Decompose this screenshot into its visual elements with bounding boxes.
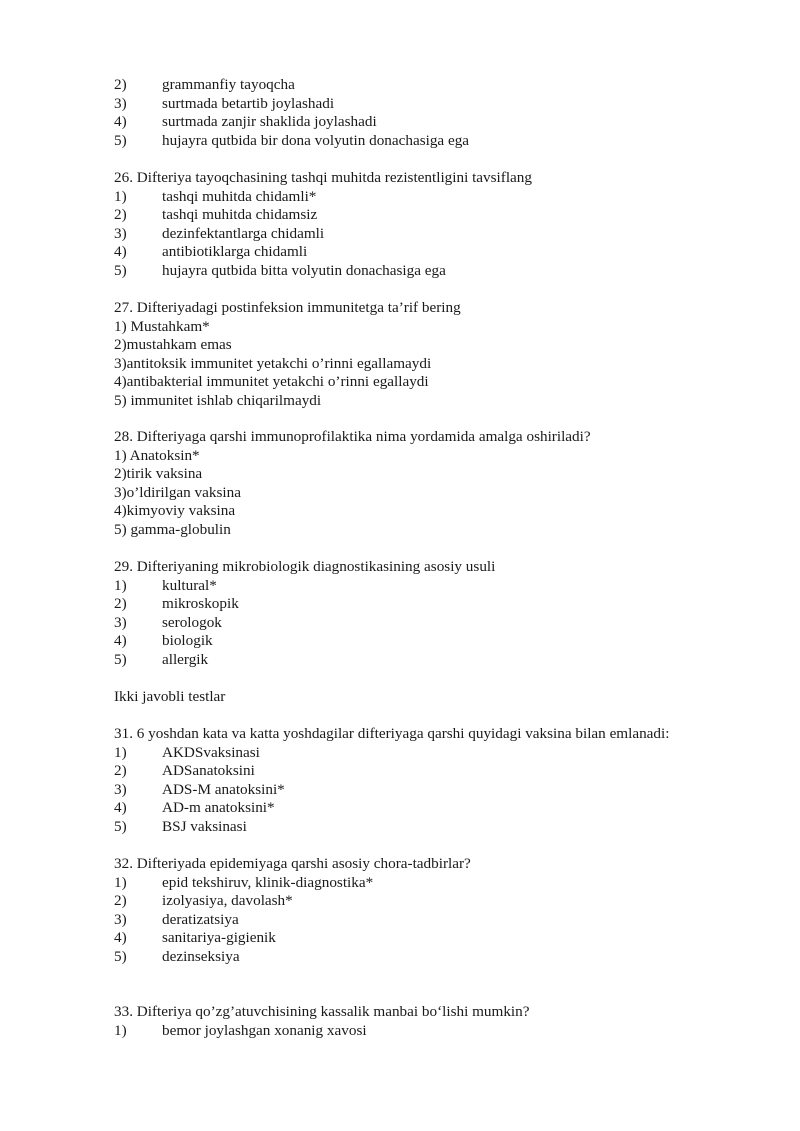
- answer-text: 3)antitoksik immunitet yetakchi o’rinni egallamaydi: [114, 354, 432, 372]
- option-row: [114, 262, 754, 281]
- option-text: izolyasiya, davolash*: [162, 892, 293, 910]
- option-number: 3): [114, 224, 127, 242]
- option-row: [114, 892, 754, 911]
- option-text: ADSanatoksini: [162, 762, 255, 780]
- option-row: [114, 206, 754, 225]
- question-text-row: [114, 169, 754, 188]
- question-27: [114, 299, 754, 411]
- option-text: surtmada zanjir shaklida joylashadi: [162, 113, 377, 131]
- option-text: hujayra qutbida bitta volyutin donachasiga ega: [162, 261, 446, 279]
- option-row: [114, 113, 754, 132]
- answer-text: 4)antibakterial immunitet yetakchi o’rinni egallaydi: [114, 373, 429, 391]
- option-text: antibiotiklarga chidamli: [162, 243, 308, 261]
- option-row: [114, 76, 754, 95]
- q25-options: [114, 76, 754, 150]
- answer-line: [114, 502, 754, 521]
- option-text: hujayra qutbida bir dona volyutin donachasiga ega: [162, 131, 470, 149]
- question-text: 26. Difteriya tayoqchasining tashqi muhitda rezistentligini tavsiflang: [114, 169, 532, 186]
- section-title: Ikki javobli testlar: [114, 688, 226, 705]
- option-row: [114, 818, 754, 837]
- option-number: 3): [114, 613, 127, 631]
- answer-line: [114, 318, 754, 337]
- option-number: 1): [114, 1021, 127, 1039]
- answer-line: [114, 484, 754, 503]
- section-heading: [114, 688, 754, 707]
- option-number: 5): [114, 947, 127, 965]
- question-text-row: [114, 558, 754, 577]
- answer-text: 3)o’ldirilgan vaksina: [114, 483, 241, 501]
- option-row: [114, 762, 754, 781]
- option-text: allergik: [162, 650, 209, 668]
- option-row: [114, 744, 754, 763]
- answer-line: [114, 392, 754, 411]
- option-row: [114, 225, 754, 244]
- option-number: 5): [114, 817, 127, 835]
- option-number: 2): [114, 892, 127, 910]
- answer-line: [114, 336, 754, 355]
- option-row: [114, 614, 754, 633]
- option-text: mikroskopik: [162, 595, 239, 613]
- option-row: [114, 911, 754, 930]
- answer-text: 2)mustahkam emas: [114, 336, 232, 354]
- answer-line: [114, 373, 754, 392]
- question-text-row: [114, 855, 754, 874]
- option-row: [114, 948, 754, 967]
- option-text: BSJ vaksinasi: [162, 817, 247, 835]
- option-row: [114, 132, 754, 151]
- option-number: 4): [114, 799, 127, 817]
- question-29: [114, 558, 754, 670]
- answer-line: [114, 447, 754, 466]
- question-text-row: [114, 1003, 754, 1022]
- question-text: 29. Difteriyaning mikrobiologik diagnostikasining asosiy usuli: [114, 558, 496, 575]
- option-number: 4): [114, 929, 127, 947]
- answer-line: [114, 521, 754, 540]
- question-text-row: [114, 299, 754, 318]
- option-number: 2): [114, 595, 127, 613]
- option-number: 5): [114, 261, 127, 279]
- option-number: 1): [114, 576, 127, 594]
- option-number: 3): [114, 910, 127, 928]
- option-text: sanitariya-gigienik: [162, 929, 276, 947]
- option-row: [114, 188, 754, 207]
- question-33: [114, 1003, 754, 1040]
- question-28: [114, 428, 754, 540]
- option-row: [114, 595, 754, 614]
- option-row: [114, 929, 754, 948]
- option-text: ADS-M anatoksini*: [162, 780, 285, 798]
- option-row: [114, 577, 754, 596]
- option-number: 1): [114, 873, 127, 891]
- question-text: 28. Difteriyaga qarshi immunoprofilaktika nima yordamida amalga oshiriladi?: [114, 428, 591, 445]
- option-number: 3): [114, 94, 127, 112]
- option-number: 4): [114, 113, 127, 131]
- option-number: 5): [114, 650, 127, 668]
- option-text: tashqi muhitda chidamsiz: [162, 206, 318, 224]
- answer-text: 5) gamma-globulin: [114, 520, 231, 538]
- option-number: 2): [114, 206, 127, 224]
- option-row: [114, 243, 754, 262]
- option-text: serologok: [162, 613, 222, 631]
- option-row: [114, 781, 754, 800]
- option-text: bemor joylashgan xonanig xavosi: [162, 1021, 367, 1039]
- question-text: 33. Difteriya qo’zg’atuvchisining kassalik manbai bo‘lishi mumkin?: [114, 1003, 530, 1020]
- question-text-row: [114, 428, 754, 447]
- answer-text: 2)tirik vaksina: [114, 465, 203, 483]
- answer-text: 1) Anatoksin*: [114, 446, 200, 464]
- option-text: AKDSvaksinasi: [162, 743, 260, 761]
- option-text: kultural*: [162, 576, 217, 594]
- question-31: [114, 725, 754, 837]
- option-text: epid tekshiruv, klinik-diagnostika*: [162, 873, 374, 891]
- option-row: [114, 651, 754, 670]
- answer-text: 5) immunitet ishlab chiqarilmaydi: [114, 391, 322, 409]
- option-number: 1): [114, 187, 127, 205]
- option-text: AD-m anatoksini*: [162, 799, 275, 817]
- question-32: [114, 855, 754, 967]
- option-text: deratizatsiya: [162, 910, 239, 928]
- option-row: [114, 1022, 754, 1041]
- section-title-row: [114, 688, 754, 707]
- option-text: dezinfektantlarga chidamli: [162, 224, 325, 242]
- answer-text: 1) Mustahkam*: [114, 317, 210, 335]
- option-text: biologik: [162, 632, 213, 650]
- option-text: grammanfiy tayoqcha: [162, 76, 295, 93]
- question-26: [114, 169, 754, 281]
- option-text: surtmada betartib joylashadi: [162, 94, 335, 112]
- option-number: 4): [114, 243, 127, 261]
- option-text: dezinseksiya: [162, 947, 240, 965]
- answer-line: [114, 355, 754, 374]
- option-row: [114, 632, 754, 651]
- option-row: [114, 799, 754, 818]
- answer-text: 4)kimyoviy vaksina: [114, 502, 236, 520]
- option-row: [114, 874, 754, 893]
- question-text: 27. Difteriyadagi postinfeksion immunitetga ta’rif bering: [114, 299, 461, 316]
- option-number: 3): [114, 780, 127, 798]
- option-number: 5): [114, 131, 127, 149]
- option-text: tashqi muhitda chidamli*: [162, 187, 317, 205]
- question-text: 31. 6 yoshdan kata va katta yoshdagilar difteriyaga qarshi quyidagi vaksina bilan emlanadi:: [114, 725, 670, 742]
- question-text: 32. Difteriyada epidemiyaga qarshi asosiy chora-tadbirlar?: [114, 855, 471, 872]
- option-number: 2): [114, 76, 127, 93]
- option-number: 1): [114, 743, 127, 761]
- answer-line: [114, 465, 754, 484]
- question-text-row: [114, 725, 754, 744]
- option-row: [114, 95, 754, 114]
- option-number: 4): [114, 632, 127, 650]
- option-number: 2): [114, 762, 127, 780]
